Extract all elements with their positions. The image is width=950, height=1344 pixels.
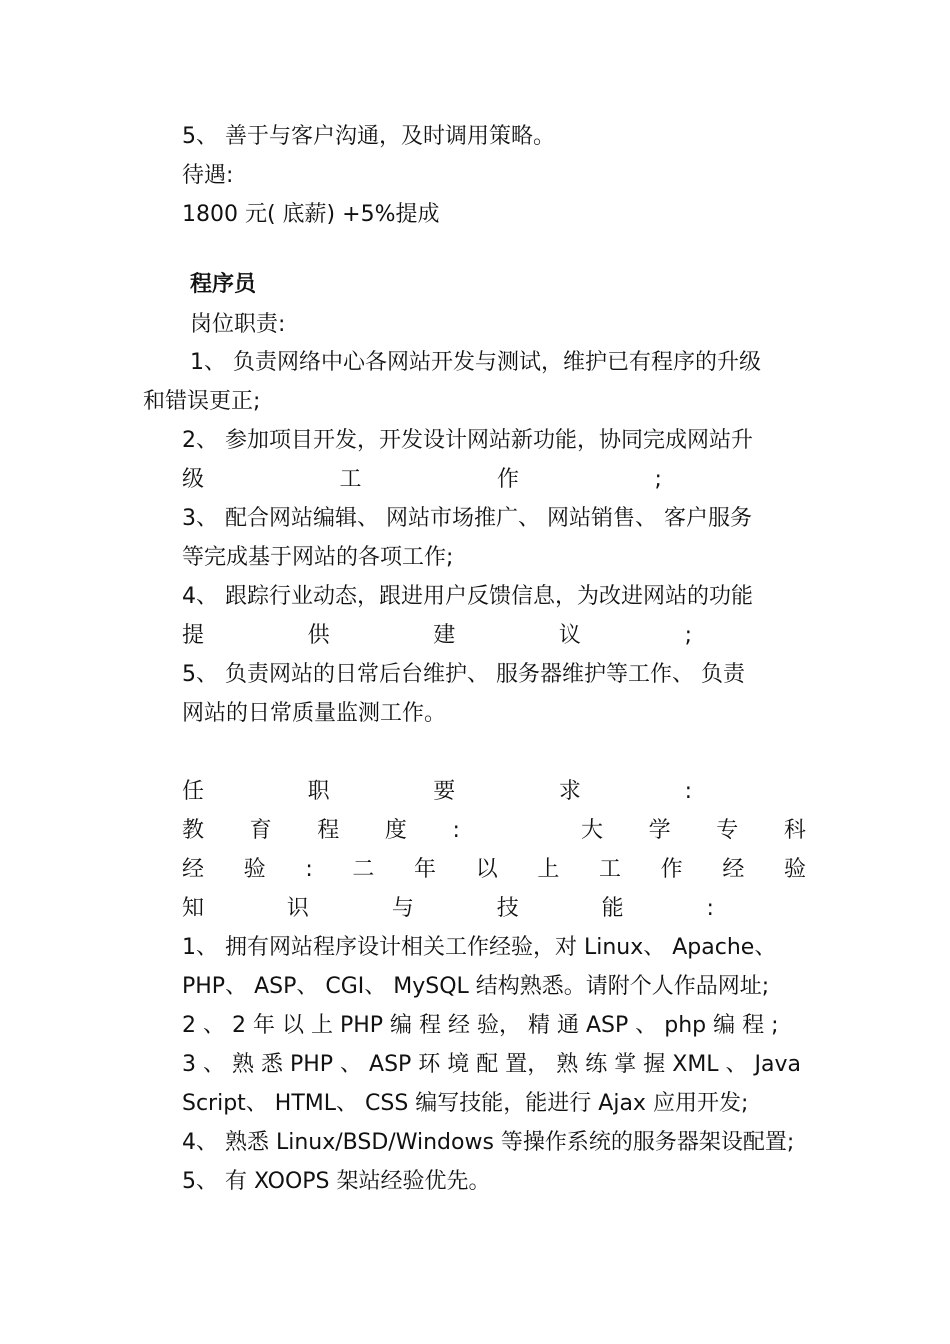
duty-3-line-1: 3、 配合网站编辑、 网站市场推广、 网站销售、 客户服务 [182, 506, 752, 531]
section-title-programmer: 程序员 [190, 272, 257, 297]
requirement-1-line-1: 1、 拥有网站程序设计相关工作经验，对 Linux、 Apache、 [182, 935, 777, 960]
requirement-1-line-2: PHP、 ASP、 CGI、 MySQL 结构熟悉。请附个人作品网址; [182, 974, 770, 999]
skills-heading: 知 识 与 技 能 : [182, 896, 714, 921]
benefits-label: 待遇: [182, 163, 234, 188]
duty-2-line-2: 级 工 作 ; [182, 467, 662, 492]
duty-4-line-2: 提 供 建 议 ; [182, 623, 692, 648]
salary-text: 1800 元( 底薪) +5%提成 [182, 202, 440, 227]
duty-4-line-1: 4、 跟踪行业动态，跟进用户反馈信息，为改进网站的功能 [182, 584, 753, 609]
experience-line: 经 验 : 二 年 以 上 工 作 经 验 [182, 857, 806, 882]
duty-5-line-2: 网站的日常质量监测工作。 [182, 701, 447, 726]
requirement-3-line-2: Script、 HTML、 CSS 编写技能，能进行 Ajax 应用开发; [182, 1091, 749, 1116]
duty-2-line-1: 2、 参加项目开发，开发设计网站新功能，协同完成网站升 [182, 428, 753, 453]
requirement-2: 2 、 2 年 以 上 PHP 编 程 经 验， 精 通 ASP 、 php 编 程 ; [182, 1013, 779, 1038]
benefit-item-5: 5、 善于与客户沟通，及时调用策略。 [182, 124, 555, 149]
requirements-heading: 任 职 要 求 : [182, 779, 692, 804]
requirement-3-line-1: 3 、 熟 悉 PHP 、 ASP 环 境 配 置， 熟 练 掌 握 XML 、 Java [182, 1052, 802, 1077]
duty-3-line-2: 等完成基于网站的各项工作; [182, 545, 454, 570]
requirement-4: 4、 熟悉 Linux/BSD/Windows 等操作系统的服务器架设配置; [182, 1130, 795, 1155]
duty-5-line-1: 5、 负责网站的日常后台维护、 服务器维护等工作、 负责 [182, 662, 745, 687]
duty-1-line-1: 1、 负责网络中心各网站开发与测试，维护已有程序的升级 [190, 350, 761, 375]
education-line: 教 育 程 度 : 大 学 专 科 [182, 818, 806, 843]
duties-label: 岗位职责: [190, 312, 286, 337]
duty-1-line-2: 和错误更正; [143, 389, 261, 414]
requirement-5: 5、 有 XOOPS 架站经验优先。 [182, 1169, 491, 1194]
